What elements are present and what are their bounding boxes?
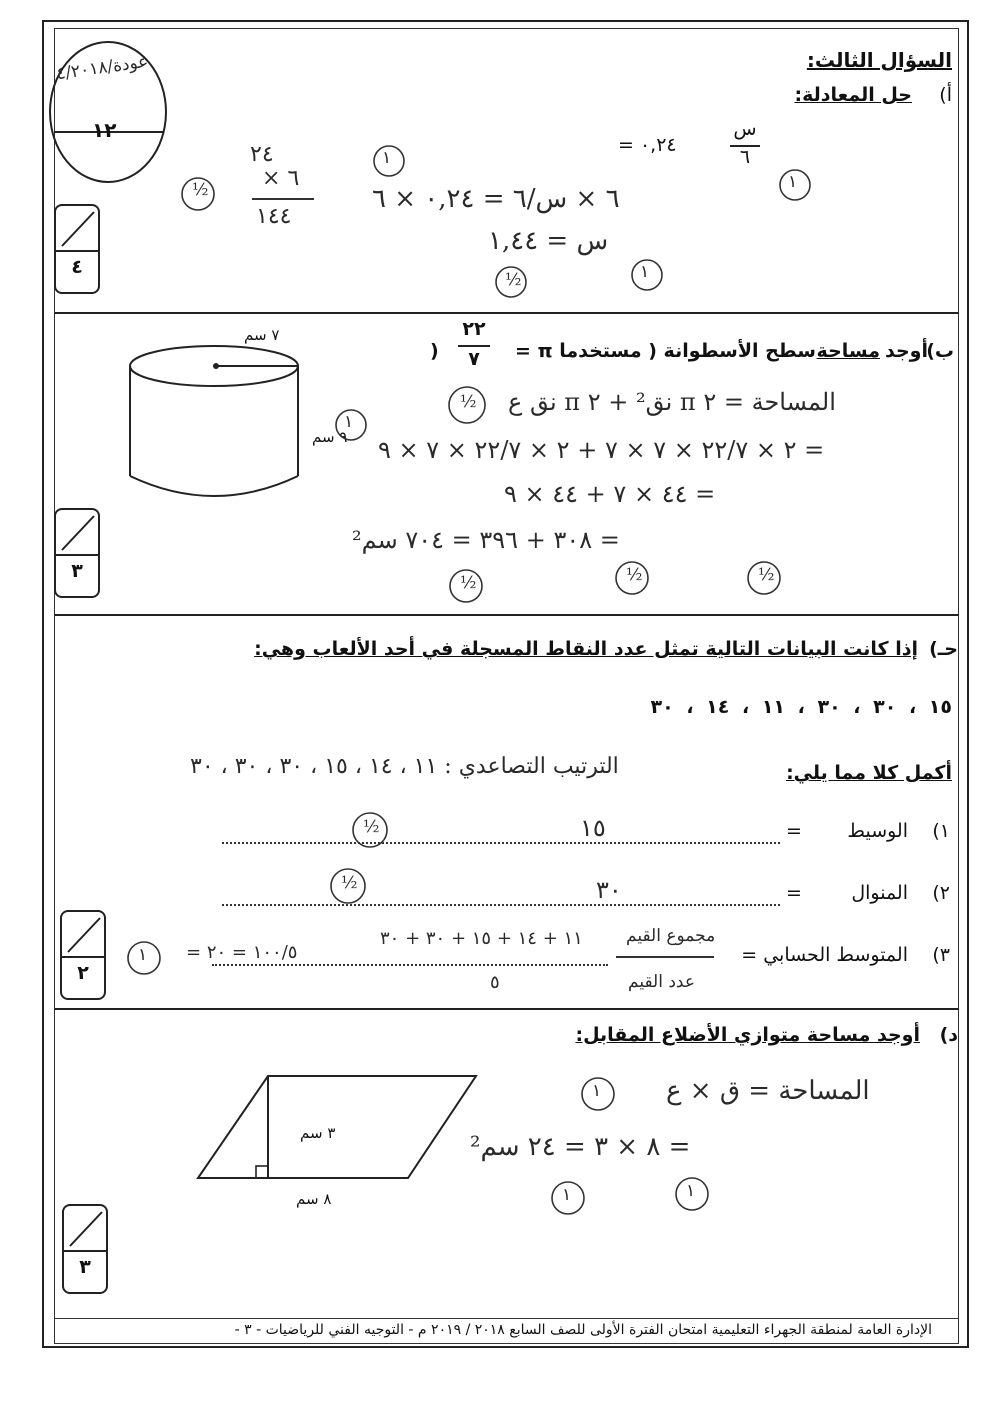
part-a-score: ٤: [71, 256, 83, 278]
part-a-label: أ): [939, 84, 952, 106]
item-3-work-numerator: ١١ + ١٤ + ١٥ + ٣٠ + ٣٠: [380, 928, 583, 949]
ordering-note: الترتيب التصاعدي : ١١ ، ١٤ ، ١٥ ، ٣٠ ، ٣٠ ، ٣٠: [190, 754, 619, 779]
part-a-score-box: [54, 204, 100, 294]
item-2-label: المنوال: [851, 882, 908, 904]
part-c-score-box: [60, 910, 106, 1000]
side-calc-bottom: ١٤٤: [256, 204, 292, 229]
mark-value: ½: [192, 180, 209, 200]
part-c-score: ٢: [77, 962, 89, 984]
item-3-number: ٣): [932, 944, 950, 966]
parallelogram-diagram: [190, 1068, 490, 1188]
part-b-prompt-start: أوجد: [885, 340, 928, 362]
grading-slash-icon: [62, 912, 106, 956]
mark-value: ½: [626, 565, 643, 585]
mark-value: ١: [344, 412, 354, 432]
mark-value: ١: [562, 1185, 572, 1205]
mark-value: ١: [788, 172, 798, 192]
section-divider: [54, 614, 959, 616]
pi-denominator: ٧: [468, 348, 480, 370]
cylinder-diagram: [126, 344, 302, 502]
mark-value: ½: [758, 565, 775, 585]
part-c-label: حـ): [929, 638, 958, 660]
grading-slash-icon: [56, 510, 100, 554]
item-2-number: ٢): [932, 882, 950, 904]
mark-value: ½: [505, 270, 522, 290]
part-b-prompt-end: سطح الأسطوانة ( مستخدما π =: [515, 340, 816, 362]
question-title: السؤال الثالث:: [806, 48, 952, 72]
equation-rhs: = ٠,٢٤: [618, 134, 677, 156]
part-b-work-line-4: = ٣٠٨ + ٣٩٦ = ٧٠٤ سم²: [352, 526, 620, 554]
side-calc-top: ٢٤: [250, 142, 274, 167]
grading-slash-icon: [64, 1206, 108, 1250]
part-d-prompt: أوجد مساحة متوازي الأضلاع المقابل:: [575, 1024, 920, 1046]
item-2-answer: ٣٠: [596, 876, 622, 904]
part-b-label: ب): [926, 340, 954, 362]
part-b-work-line-3: = ٤٤ × ٧ + ٤٤ × ٩: [504, 480, 716, 508]
side-calc-line: [252, 198, 314, 200]
parallelogram-height-label: ٣ سم: [300, 1124, 336, 1142]
mark-value: ١: [592, 1081, 602, 1101]
part-d-work-line-1: المساحة = ق × ع: [666, 1076, 870, 1106]
mark-value: ½: [460, 392, 477, 412]
part-b-score: ٣: [71, 560, 83, 582]
section-divider: [54, 1008, 959, 1010]
item-1-label: الوسيط: [847, 820, 908, 842]
mark-value: ١: [640, 262, 650, 282]
mark-value: ١: [686, 1181, 696, 1201]
part-b-work-line-1: المساحة = ٢ π نق² + ٢ π نق ع: [508, 388, 836, 416]
part-a-work-line-1: ٦ × س/٦ = ٠,٢٤ × ٦: [372, 184, 620, 214]
grader-note: عودة/٤/٢٠١٨: [55, 51, 150, 85]
data-values: ١٥ ، ٣٠ ، ٣٠ ، ١١ ، ١٤ ، ٣٠: [650, 696, 952, 718]
part-d-score-box: [62, 1204, 108, 1294]
pi-numerator: ٢٢: [462, 318, 486, 340]
mark-value: ½: [460, 573, 477, 593]
pi-close-paren: ): [430, 340, 439, 362]
height-label: ٩ سم: [312, 428, 348, 446]
part-b-score-box: [54, 508, 100, 598]
side-calc-mid: × ٦: [262, 166, 300, 191]
item-2-equals: =: [786, 882, 802, 904]
mark-value: ½: [341, 873, 358, 893]
part-b-work-line-2: = ٢ × ٢٢/٧ × ٧ × ٧ + ٢ × ٢٢/٧ × ٧ × ٩: [378, 436, 825, 464]
parallelogram-base-label: ٨ سم: [296, 1190, 332, 1208]
fraction-bar: [616, 956, 714, 958]
grading-slash-icon: [56, 206, 100, 250]
answer-dots: [222, 904, 780, 906]
footer-divider: [54, 1318, 959, 1319]
total-score: ١٢: [92, 118, 117, 142]
answer-dots: [222, 842, 780, 844]
equation-lhs-numerator: س: [733, 118, 757, 140]
item-3-fraction-denominator: عدد القيم: [628, 972, 695, 992]
item-3-result: = ١٠٠/٥ = ٢٠: [186, 942, 298, 963]
answer-dots: [212, 964, 608, 966]
mark-value: ١: [382, 148, 392, 168]
part-d-label: د): [939, 1024, 958, 1046]
part-d-work-line-2: = ٨ × ٣ = ٢٤ سم²: [470, 1132, 691, 1162]
mark-value: ١: [138, 945, 148, 965]
item-1-equals: =: [786, 820, 802, 842]
radius-label: ٧ سم: [244, 326, 280, 344]
part-d-score: ٣: [79, 1256, 91, 1278]
part-a-work-line-2: س = ١,٤٤: [488, 226, 609, 256]
equation-lhs-denominator: ٦: [739, 146, 751, 168]
part-b-prompt-key: مساحة: [816, 340, 880, 362]
item-3-fraction-numerator: مجموع القيم: [626, 926, 716, 946]
item-3-work-denominator: ٥: [490, 972, 500, 993]
part-c-prompt: إذا كانت البيانات التالية تمثل عدد النقاط المسجلة في أحد الألعاب وهي:: [254, 638, 918, 660]
part-a-prompt: حل المعادلة:: [794, 84, 912, 106]
item-1-answer: ١٥: [580, 814, 606, 842]
footer-text: الإدارة العامة لمنطقة الجهراء التعليمية امتحان الفترة الأولى للصف السابع ٢٠١٨ / ٢٠١٩ م - التوجيه الفني للرياضيات - ٣ -: [234, 1322, 932, 1338]
item-3-label: المتوسط الحسابي =: [741, 944, 908, 966]
mark-value: ½: [363, 817, 380, 837]
item-1-number: ١): [932, 820, 950, 842]
section-divider: [54, 312, 959, 314]
complete-label: أكمل كلا مما يلي:: [786, 762, 952, 784]
fraction-bar: [458, 345, 490, 347]
